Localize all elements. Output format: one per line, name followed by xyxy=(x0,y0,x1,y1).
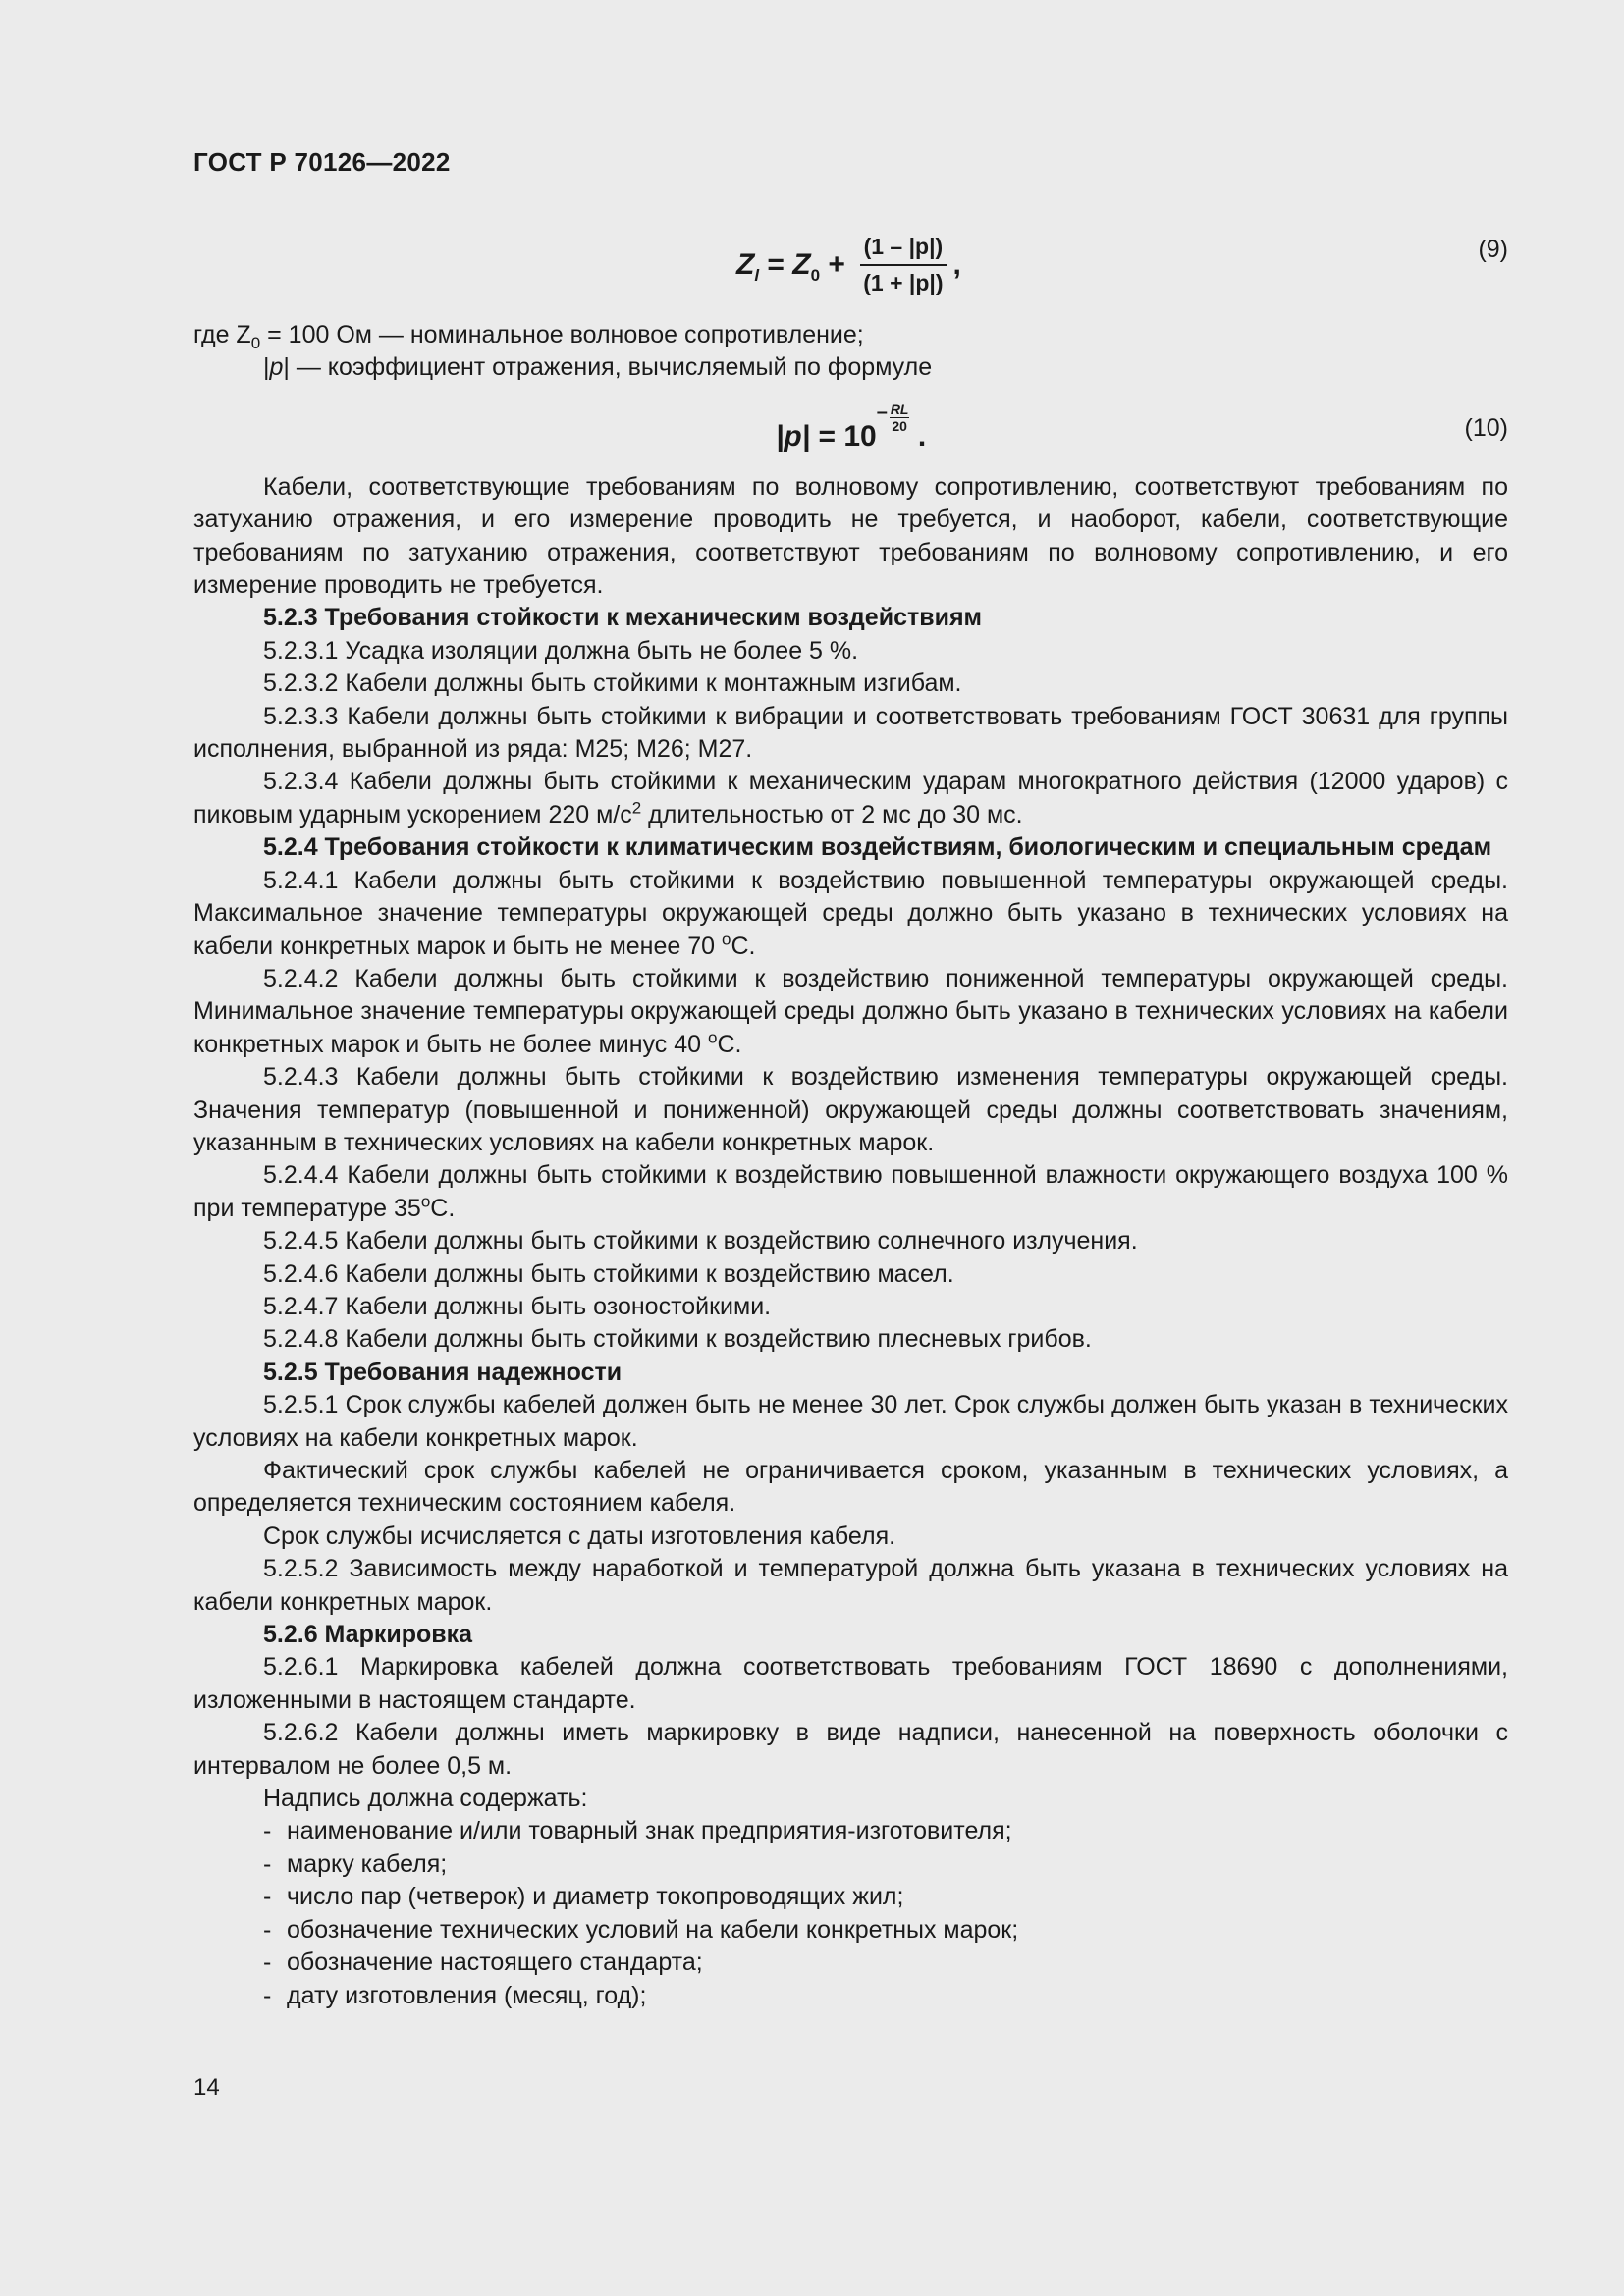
heading-5-2-4: 5.2.4 Требования стойкости к климатическим воздействиям, биологическим и специальным средам xyxy=(263,833,1492,862)
clause-5-2-4-7: 5.2.4.7 Кабели должны быть озоностойкими. xyxy=(263,1292,772,1320)
equation-number-9: (9) xyxy=(1478,236,1508,263)
equation-number-10: (10) xyxy=(1464,414,1508,442)
clause-5-2-4-1: 5.2.4.1 Кабели должны быть стойкими к воздействию повышенной температуры окружающей среды. Максимальное значение температуры окружающей среды должно быть указано в технических условиях на кабели конкретных марок и быть не менее 70 $^о$С. xyxy=(193,866,1508,960)
list-item: - дату изготовления (месяц, год); xyxy=(263,1981,647,2009)
where-z0-line: где $Z_0 = 100$ Ом — номинальное волновое сопротивление; xyxy=(193,321,864,352)
clause-5-2-4-4: 5.2.4.4 Кабели должны быть стойкими к воздействию повышенной влажности окружающего воздуха 100 % при температуре $35^оС$. xyxy=(193,1161,1508,1222)
inscription-list xyxy=(193,1815,1508,2011)
heading-5-2-3: 5.2.3 Требования стойкости к механическим воздействиям xyxy=(263,604,983,632)
heading-5-2-5: 5.2.5 Требования надежности xyxy=(263,1358,623,1386)
list-item: - наименование и/или товарный знак предприятия-изготовителя; xyxy=(263,1817,1012,1845)
paragraph-intro: Кабели, соответствующие требованиям по волновому сопротивлению, соответствуют требованиям по затуханию отражения, и его измерение проводить не требуется, и наоборот, кабели, соответствующие требованиям по затуханию отражения, соответствуют требованиям по волновому сопротивлению, и его измерение проводить не требуется. xyxy=(193,472,1508,600)
list-item: - обозначение настоящего стандарта; xyxy=(263,1949,703,1977)
where-p-line: |p| — коэффициент отражения, вычисляемый по формуле xyxy=(263,353,933,382)
clause-5-2-6-1: 5.2.6.1 Маркировка кабелей должна соответствовать требованиям ГОСТ 18690 с дополнениями, изложенными в настоящем стандарте. xyxy=(193,1653,1508,1714)
formula-9-plus: + xyxy=(820,248,854,281)
formula-9-fraction xyxy=(859,234,947,296)
clause-5-2-3-4: 5.2.3.4 Кабели должны быть стойкими к механическим ударам многократного действия (12000 ударов) с пиковым ударным ускорением 220 $м/с^2$ длительностью от 2 мс до 30 мс. xyxy=(193,768,1508,828)
inscription-intro: Надпись должна содержать: xyxy=(263,1785,588,1813)
clause-5-2-5-1-start-date: Срок службы исчисляется с даты изготовления кабеля. xyxy=(263,1522,896,1550)
clause-5-2-5-1: 5.2.5.1 Срок службы кабелей должен быть не менее 30 лет. Срок службы должен быть указан в технических условиях на кабели конкретных марок. xyxy=(193,1391,1508,1452)
document-header: ГОСТ Р 70126—2022 xyxy=(193,147,451,177)
formula-9-numerator: (1 – |p|) xyxy=(860,234,947,266)
list-item: - обозначение технических условий на кабели конкретных марок; xyxy=(263,1915,1019,1944)
formula-10-spacer xyxy=(193,385,1508,471)
clause-5-2-6-2: 5.2.6.2 Кабели должны иметь маркировку в виде надписи, нанесенной на поверхность оболочки с интервалом не более 0,5 м. xyxy=(193,1719,1508,1780)
clause-5-2-4-5: 5.2.4.5 Кабели должны быть стойкими к воздействию солнечного излучения. xyxy=(263,1227,1138,1255)
formula-9-equals: = xyxy=(759,248,793,281)
document-body xyxy=(193,319,1508,2012)
formula-9-z0: $Z_0$ xyxy=(792,248,821,285)
clause-5-2-3-2: 5.2.3.2 Кабели должны быть стойкими к монтажным изгибам. xyxy=(263,669,962,698)
list-item: - число пар (четверок) и диаметр токопроводящих жил; xyxy=(263,1883,904,1911)
clause-5-2-3-1: 5.2.3.1 Усадка изоляции должна быть не более 5 %. xyxy=(263,636,859,665)
formula-9-comma: , xyxy=(952,248,961,281)
formula-10-lhs: |p| xyxy=(776,420,811,453)
page-number: 14 xyxy=(193,2074,220,2101)
clause-5-2-4-2: 5.2.4.2 Кабели должны быть стойкими к воздействию пониженной температуры окружающей среды. Минимальное значение температуры окружающей среды должно быть указано в технических условиях на кабели конкретных марок и быть не более минус 40 $^о$С. xyxy=(193,964,1508,1058)
formula-9-denominator: (1 + |p|) xyxy=(863,270,944,295)
clause-5-2-4-6: 5.2.4.6 Кабели должны быть стойкими к воздействию масел. xyxy=(263,1259,954,1288)
clause-5-2-3-3: 5.2.3.3 Кабели должны быть стойкими к вибрации и соответствовать требованиям ГОСТ 30631 для группы исполнения, выбранной из ряда: М25; М26; М27. xyxy=(193,702,1508,764)
formula-9 xyxy=(736,226,961,304)
formula-10-period: . xyxy=(909,420,927,453)
list-item: - марку кабеля; xyxy=(263,1849,448,1878)
heading-5-2-6: 5.2.6 Маркировка xyxy=(263,1621,473,1649)
clause-5-2-5-2: 5.2.5.2 Зависимость между наработкой и температурой должна быть указана в технических условиях на кабели конкретных марок. xyxy=(193,1555,1508,1616)
formula-10-exp-numerator: RL xyxy=(890,400,909,417)
formula-10-base: = 10 xyxy=(810,420,877,453)
clause-5-2-5-1-actual-life: Фактический срок службы кабелей не ограничивается сроком, указанным в технических условиях, а определяется техническим состоянием кабеля. xyxy=(193,1457,1508,1518)
clause-5-2-4-3: 5.2.4.3 Кабели должны быть стойкими к воздействию изменения температуры окружающей среды. Значения температур (повышенной и пониженной) окружающей среды должны соответствовать значениям, указанным в технических условиях на кабели конкретных марок. xyxy=(193,1063,1508,1156)
formula-10-exp-minus: – xyxy=(876,400,888,423)
clause-5-2-4-8: 5.2.4.8 Кабели должны быть стойкими к воздействию плесневых грибов. xyxy=(263,1325,1092,1354)
formula-9-zl: $Z_l$ xyxy=(736,248,760,285)
formula-10-exp-denominator: 20 xyxy=(892,417,907,434)
